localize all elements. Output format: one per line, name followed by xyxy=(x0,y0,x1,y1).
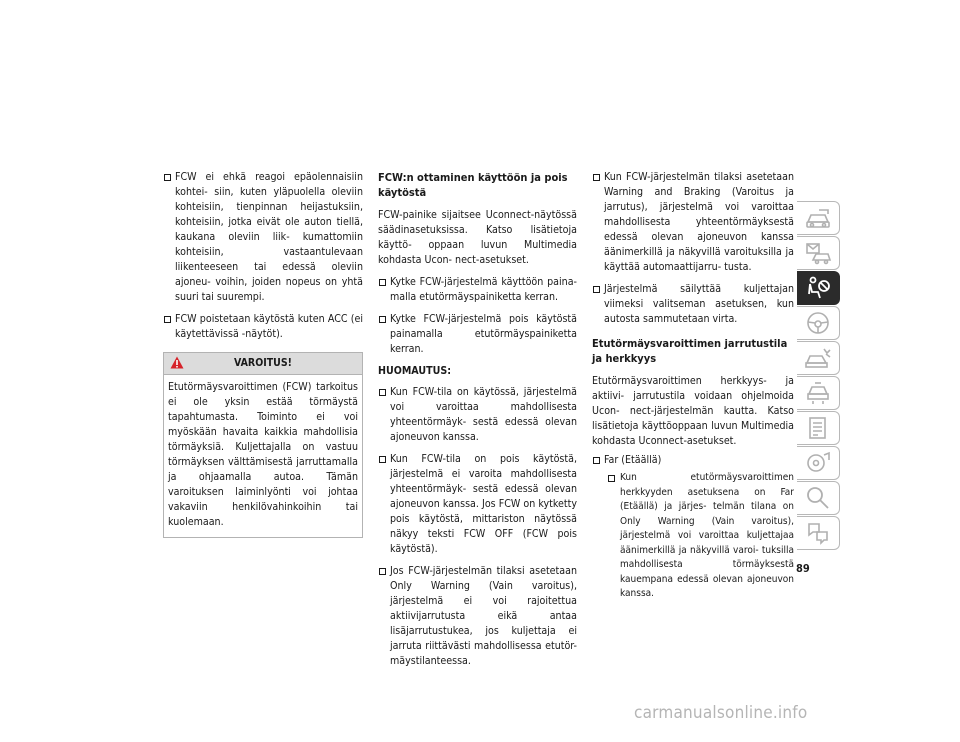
car-service-icon xyxy=(804,380,832,406)
middle-column xyxy=(378,170,577,676)
tab-starting-operating[interactable] xyxy=(797,306,840,340)
far-setting-label: Far (Etäällä) xyxy=(592,453,794,468)
watermark-text: carmanualsonline.info xyxy=(634,703,808,723)
car-dashboard-icon xyxy=(804,205,832,231)
bullet-item: Kytke FCW-järjestelmä pois käytöstä painamalla etutörmäyspainiketta kerran. xyxy=(378,312,577,357)
airbag-seat-icon xyxy=(804,275,832,301)
tab-emergency[interactable] xyxy=(797,341,840,375)
sub-bullet-item: Kun etutörmäysvaroittimen herkkyyden asetuksena on Far (Etäällä) ja järjes- telmän tilana on Only Warning (Vain varoitus), järjestelmä voi varoittaa kuljettajaa äänimerkillä ja näkyvillä varoi- tuksilla mahdollisesta törmäyksestä kauempana edessä olevan ajoneuvon kanssa. xyxy=(592,471,794,602)
tab-specifications[interactable] xyxy=(797,411,840,445)
note-bullet: Kun FCW-tila on käytössä, järjestelmä voi varoittaa mahdollisesta yhteentörmäyk- sestä edessä olevan ajoneuvon kanssa. xyxy=(378,385,577,445)
specifications-list-icon xyxy=(804,415,832,441)
warning-triangle-icon xyxy=(170,356,184,369)
chapter-tabs xyxy=(797,201,840,551)
tab-index[interactable] xyxy=(797,516,840,550)
car-crash-icon xyxy=(804,345,832,371)
warning-header xyxy=(164,353,362,375)
warning-title: VAROITUS! xyxy=(234,357,292,369)
bullet-item: Järjestelmä säilyttää kuljettajan viimeksi valitseman asetuksen, kun autosta sammutetaan virta. xyxy=(592,282,794,327)
tab-dashboard[interactable] xyxy=(797,201,840,235)
tab-customer-assistance[interactable] xyxy=(797,481,840,515)
bullet-item: Kun FCW-järjestelmän tilaksi asetetaan Warning and Braking (Varoitus ja jarrutus), järjestelmä voi varoittaa mahdollisesta yhteentörmäyksestä edessä olevan ajoneuvon kanssa äänimerkillä ja näkyvillä varoituksilla ja käyttää automaattijarru- tusta. xyxy=(592,170,794,275)
car-mail-icon xyxy=(804,240,832,266)
right-column xyxy=(592,170,794,602)
left-column xyxy=(163,170,363,538)
tab-multimedia[interactable] xyxy=(797,446,840,480)
page-number: 89 xyxy=(796,562,810,575)
note-heading: HUOMAUTUS: xyxy=(378,365,452,377)
section-heading: FCW:n ottaminen käyttöön ja pois käytöstä xyxy=(378,171,568,199)
magnifier-icon xyxy=(804,485,832,511)
bullet-item: FCW ei ehkä reagoi epäolennaisiin kohtei- siin, kuten yläpuolella oleviin kohteisiin, tienpinnan heijastuksiin, kohteisiin, jotka eivät ole auton tiellä, kaukana oleviin liik- kumattomiin kohteisiin, vastaantulevaan liikenteeseen tai edessä oleviin ajoneu- voihin, joiden nopeus on yhtä suuri tai suurempi. xyxy=(163,170,363,305)
intro-paragraph: Etutörmäysvaroittimen herkkyys- ja aktiivi- jarrutustila voidaan ohjelmoida Ucon- nect-järjestelmän kautta. Katso lisätietoja käyttöoppaan luvun Multimedia kohdasta Uconnect-asetukset. xyxy=(592,375,794,447)
bullet-item: FCW poistetaan käytöstä kuten ACC (ei käytettävissä -näytöt). xyxy=(163,312,363,342)
note-bullet: Jos FCW-järjestelmän tilaksi asetetaan Only Warning (Vain varoitus), järjestelmä ei voi rajoitettua aktiivijarrutusta eikä antaa lisäjarrutustukea, jos kuljettaja ei jarruta riittävästi mahdollisessa etutör- mäystilanteessa. xyxy=(378,564,577,669)
intro-paragraph: FCW-painike sijaitsee Uconnect-näytössä säädinasetuksissa. Katso lisätietoja käyttö- oppaan luvun Multimedia kohdasta Ucon- nect-asetukset. xyxy=(378,209,577,266)
section-heading: Etutörmäysvaroittimen jarrutustila ja herkkyys xyxy=(592,337,788,365)
note-bullet: Kun FCW-tila on pois käytöstä, järjestelmä ei varoita mahdollisesta yhteentörmäyk- sestä edessä olevan ajoneuvon kanssa. Jos FCW on kytketty pois käytöstä, mittariston näytössä näkyy teksti FCW OFF (FCW pois käytöstä). xyxy=(378,452,577,557)
multimedia-icon xyxy=(804,450,832,476)
bullet-item: Kytke FCW-järjestelmä käyttöön paina- malla etutörmäyspainiketta kerran. xyxy=(378,275,577,305)
language-icon xyxy=(804,520,832,546)
tab-safety[interactable] xyxy=(797,271,840,305)
tab-getting-to-know[interactable] xyxy=(797,236,840,270)
tab-servicing[interactable] xyxy=(797,376,840,410)
warning-text: Etutörmäysvaroittimen (FCW) tarkoitus ei ole yksin estää törmäystä tapahtumasta. Toiminto ei voi myöskään havaita kaikkia mahdollisia törmäyksiä. Kuljettajalla on vastuu törmäyksen välttämisestä jarruttamalla ja ohjaamalla autoa. Tämän varoituksen laiminlyönti voi johtaa vakaviin henkilövahinkoihin tai kuolemaan. xyxy=(168,381,358,528)
warning-box xyxy=(163,352,363,538)
steering-wheel-icon xyxy=(804,310,832,336)
